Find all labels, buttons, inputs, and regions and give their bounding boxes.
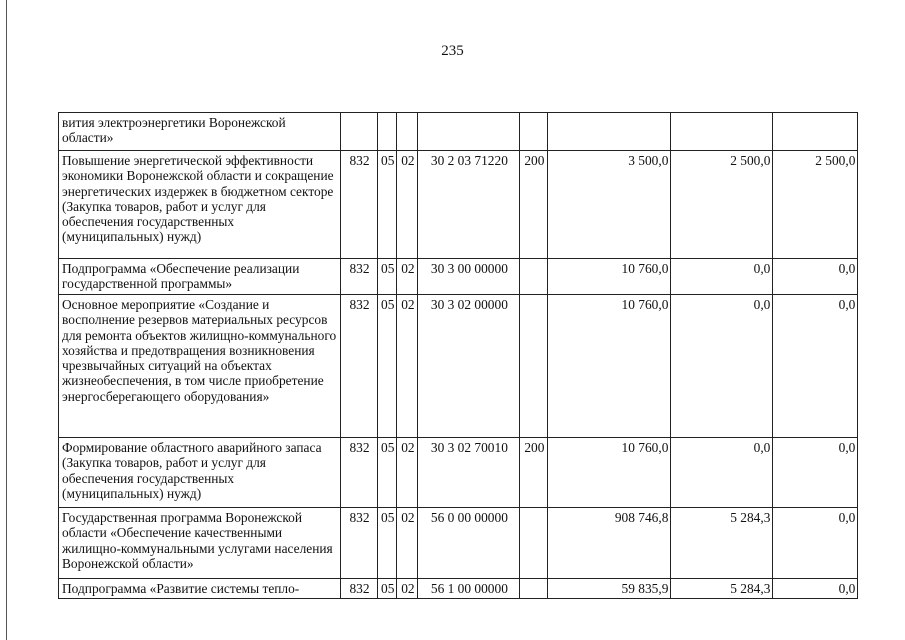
amount-year-3: 0,0	[773, 295, 858, 438]
section-code: 05	[378, 151, 397, 259]
target-article-code: 56 1 00 00000	[418, 579, 520, 599]
ministry-code: 832	[341, 151, 378, 259]
amount-year-1: 10 760,0	[548, 295, 671, 438]
table-row	[59, 259, 858, 295]
budget-table	[58, 112, 858, 599]
amount-year-1	[548, 113, 671, 151]
subsection-code: 02	[397, 295, 418, 438]
row-description: Подпрограмма «Обеспечение реализации государственной программы»	[59, 259, 341, 295]
amount-year-1: 10 760,0	[548, 438, 671, 508]
subsection-code: 02	[397, 151, 418, 259]
section-code	[378, 113, 397, 151]
subsection-code: 02	[397, 508, 418, 579]
section-code: 05	[378, 508, 397, 579]
amount-year-2: 0,0	[671, 295, 773, 438]
ministry-code	[341, 113, 378, 151]
expense-type-code: 200	[520, 438, 548, 508]
table-row	[59, 508, 858, 579]
subsection-code: 02	[397, 438, 418, 508]
ministry-code: 832	[341, 508, 378, 579]
amount-year-1: 59 835,9	[548, 579, 671, 599]
ministry-code: 832	[341, 579, 378, 599]
section-code: 05	[378, 438, 397, 508]
subsection-code: 02	[397, 259, 418, 295]
amount-year-3: 0,0	[773, 579, 858, 599]
target-article-code: 30 3 02 00000	[418, 295, 520, 438]
ministry-code: 832	[341, 295, 378, 438]
amount-year-1: 3 500,0	[548, 151, 671, 259]
expense-type-code	[520, 508, 548, 579]
expense-type-code	[520, 295, 548, 438]
expense-type-code: 200	[520, 151, 548, 259]
section-code: 05	[378, 295, 397, 438]
table-row	[59, 113, 858, 151]
amount-year-2: 5 284,3	[671, 579, 773, 599]
amount-year-2: 5 284,3	[671, 508, 773, 579]
amount-year-3	[773, 113, 858, 151]
amount-year-3: 0,0	[773, 259, 858, 295]
row-description: Основное мероприятие «Создание и восполнение резервов материальных ресурсов для ремонта объектов жилищно-коммунального хозяйства и предотвращения возникновения чрезвычайных ситуаций на объектах жизнеобеспечения, в том числе приобретение энергосберегающего оборудования»	[59, 295, 341, 438]
section-code: 05	[378, 259, 397, 295]
target-article-code	[418, 113, 520, 151]
ministry-code: 832	[341, 259, 378, 295]
table-row	[59, 295, 858, 438]
subsection-code: 02	[397, 579, 418, 599]
amount-year-3: 2 500,0	[773, 151, 858, 259]
expense-type-code	[520, 579, 548, 599]
table-row	[59, 151, 858, 259]
row-description: вития электроэнергетики Воронежской области»	[59, 113, 341, 151]
expense-type-code	[520, 113, 548, 151]
amount-year-2: 0,0	[671, 259, 773, 295]
amount-year-2	[671, 113, 773, 151]
page-number: 235	[441, 43, 464, 59]
target-article-code: 30 2 03 71220	[418, 151, 520, 259]
row-description: Повышение энергетической эффективности экономики Воронежской области и сокращение энергетических издержек в бюджетном секторе (Закупка товаров, работ и услуг для обеспечения государственных (муниципальных) нужд)	[59, 151, 341, 259]
amount-year-3: 0,0	[773, 508, 858, 579]
page-left-edge	[6, 0, 7, 640]
target-article-code: 30 3 02 70010	[418, 438, 520, 508]
amount-year-2: 2 500,0	[671, 151, 773, 259]
target-article-code: 30 3 00 00000	[418, 259, 520, 295]
amount-year-1: 10 760,0	[548, 259, 671, 295]
row-description: Формирование областного аварийного запаса (Закупка товаров, работ и услуг для обеспечения государственных (муниципальных) нужд)	[59, 438, 341, 508]
row-description: Подпрограмма «Развитие системы тепло-	[59, 579, 341, 599]
amount-year-2: 0,0	[671, 438, 773, 508]
section-code: 05	[378, 579, 397, 599]
target-article-code: 56 0 00 00000	[418, 508, 520, 579]
table-row	[59, 579, 858, 599]
amount-year-1: 908 746,8	[548, 508, 671, 579]
table-row	[59, 438, 858, 508]
ministry-code: 832	[341, 438, 378, 508]
expense-type-code	[520, 259, 548, 295]
row-description: Государственная программа Воронежской области «Обеспечение качественными жилищно-коммунальными услугами населения Воронежской области»	[59, 508, 341, 579]
subsection-code	[397, 113, 418, 151]
amount-year-3: 0,0	[773, 438, 858, 508]
